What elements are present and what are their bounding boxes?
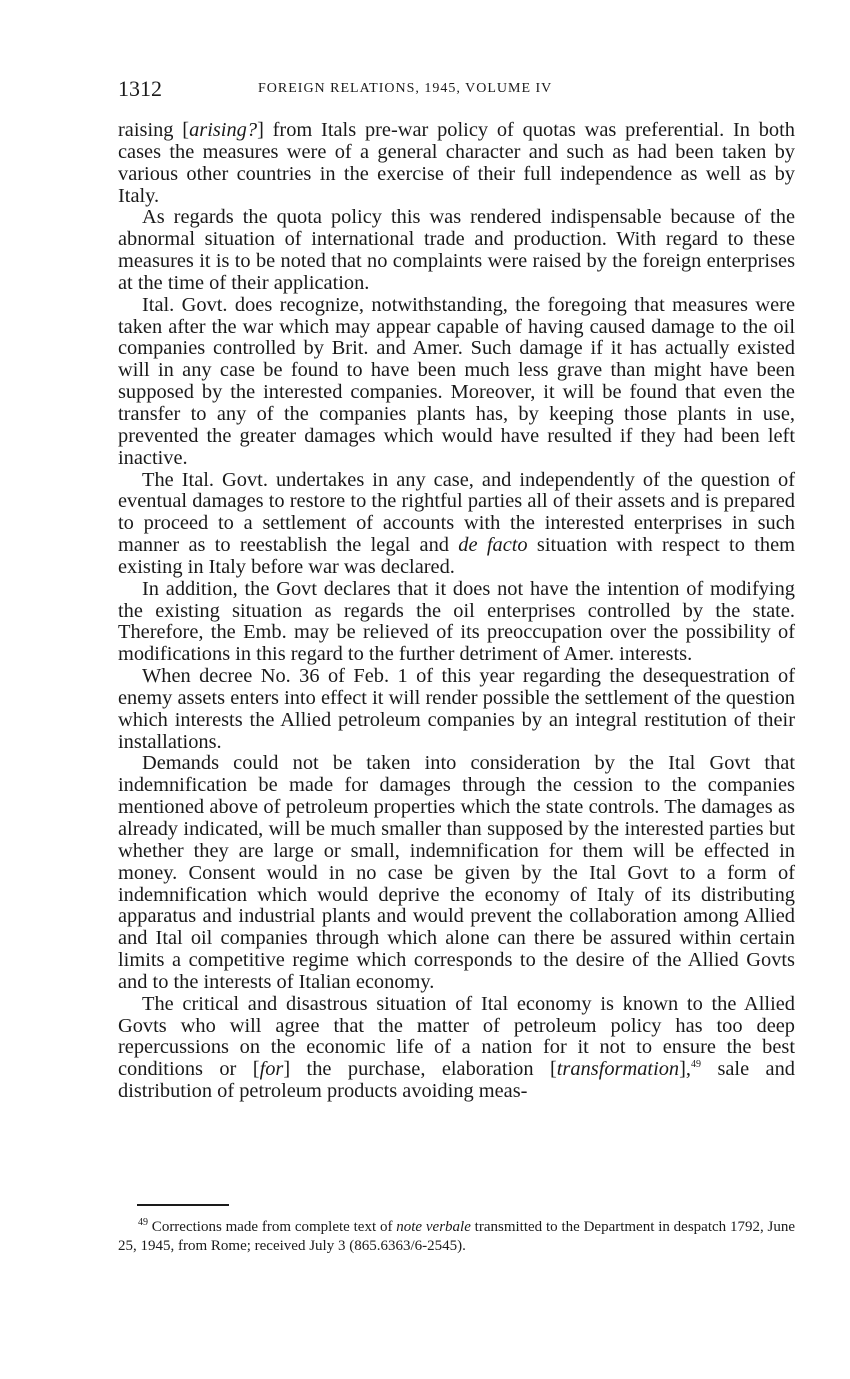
paragraph-text: ] from Itals pre-war policy of quotas was preferential. In both cases the measures were of a general character and such as had been taken by various other countries in the exercise of their full independence as well as by Italy. <box>118 119 795 207</box>
paragraph <box>118 470 795 579</box>
paragraph <box>118 994 795 1103</box>
body-text <box>118 120 795 1103</box>
paragraph-text: The Ital. Govt. undertakes in any case, and independently of the question of eventual damages to restore to the rightful parties all of their assets and is prepared to proceed to a settlement of accounts with the interested enterprises in such manner as to reestablish the legal and <box>118 468 795 557</box>
footnote-text-part: transmitted to the Department in despatch 1792, June 25, 1945, from Rome; received July 3 (865.6363/6-2545). <box>118 1219 796 1254</box>
footnote-text-part: Corrections made from complete text of <box>148 1219 397 1235</box>
paragraph: When decree No. 36 of Feb. 1 of this year regarding the desequestration of enemy assets enters into effect it will render possible the settlement of the question which interests the Allied petroleum companies by an integral restitution of their installations. <box>118 665 795 753</box>
paragraph-text: ] the purchase, elaboration [ <box>283 1058 557 1081</box>
paragraph-text: raising [ <box>118 119 190 141</box>
footnote-divider <box>137 1204 229 1206</box>
footnote <box>118 1218 795 1256</box>
running-head: FOREIGN RELATIONS, 1945, VOLUME IV <box>258 81 553 96</box>
footnote-reference[interactable]: 49 <box>691 1059 702 1071</box>
italic-term: de facto <box>458 534 528 557</box>
footnote-marker: 49 <box>138 1217 148 1228</box>
paragraph-text: sale and distribution of petroleum products avoiding meas- <box>118 1058 795 1103</box>
paragraph: In addition, the Govt declares that it does not have the intention of modifying the existing situation as regards the oil enterprises controlled by the state. Therefore, the Emb. may be relieved of its preoccupation over the possibility of modifications in this regard to the further detriment of Amer. interests. <box>118 577 795 666</box>
editorial-insertion: arising? <box>189 119 258 141</box>
footnote-text <box>118 1218 795 1256</box>
paragraph-text: situation with respect to them existing in Italy before war was declared. <box>118 534 795 578</box>
editorial-insertion: for <box>259 1058 284 1081</box>
paragraph <box>118 120 795 207</box>
paragraph-text: The critical and disastrous situation of Ital economy is known to the Allied Govts who will agree that the matter of petroleum policy has too deep repercussions on the economic life of a nation for it not to ensure the best conditions or [ <box>118 992 795 1081</box>
paragraph-text: ], <box>679 1058 692 1081</box>
paragraph: Ital. Govt. does recognize, notwithstanding, the foregoing that measures were taken after the war which may appear capable of having caused damage to the oil companies controlled by Brit. and Amer. Such damage if it has actually existed will in any case be found to have been much less grave than might have been supposed by the interested companies. Moreover, it will be found that even the transfer to any of the companies plants has, by keeping those plants in use, prevented the greater damages which would have resulted if they had been left inactive. <box>118 293 795 469</box>
paragraph: As regards the quota policy this was rendered indispensable because of the abnormal situation of international trade and production. With regard to these measures it is to be noted that no complaints were raised by the foreign enterprises at the time of their application. <box>118 206 795 294</box>
page-number: 1312 <box>118 76 162 101</box>
page-header <box>118 76 795 106</box>
editorial-insertion: transformation <box>556 1058 680 1081</box>
italic-term: note verbale <box>396 1219 471 1235</box>
paragraph: Demands could not be taken into consideration by the Ital Govt that indemnification be made for damages through the cession to the companies mentioned above of petroleum properties which the state controls. The damages as already indicated, will be much smaller than supposed by the interested parties but whether they are large or small, indemnification for them will be effected in money. Consent would in no case be given by the Ital Govt to a form of indemnification which would deprive the economy of Italy of its distributing apparatus and industrial plants and would prevent the collaboration among Allied and Ital oil companies through which alone can there be assured within certain limits a competitive regime which corresponds to the desire of the Allied Govts and to the interests of Italian economy. <box>118 752 795 993</box>
